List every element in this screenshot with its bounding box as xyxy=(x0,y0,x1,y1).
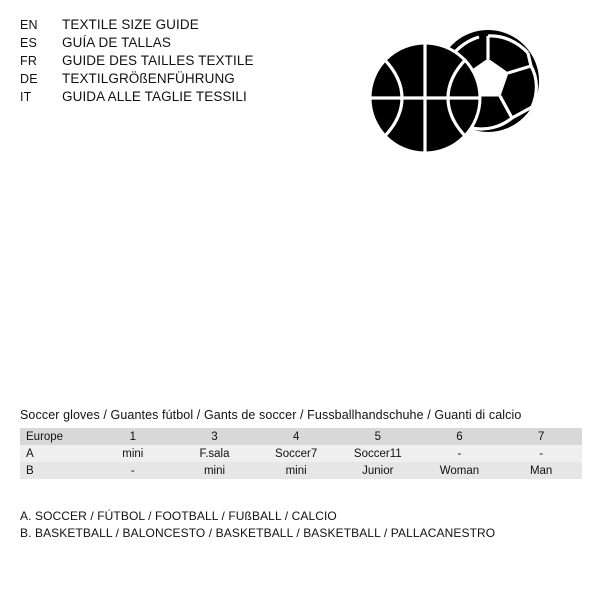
language-code: DE xyxy=(20,72,38,86)
language-row xyxy=(20,88,350,106)
language-code: ES xyxy=(20,36,38,50)
language-title: TEXTILE SIZE GUIDE xyxy=(62,17,199,32)
footnote-b: B. BASKETBALL / BALONCESTO / BASKETBALL / BASKETBALL / PALLACANESTRO xyxy=(20,526,496,540)
table-cell: Soccer7 xyxy=(275,447,318,460)
table-cell: Junior xyxy=(362,464,394,477)
language-title: GUIDA ALLE TAGLIE TESSILI xyxy=(62,89,247,104)
table-header-cell: 3 xyxy=(211,430,218,443)
table-cell: Man xyxy=(529,464,553,477)
basketball-icon xyxy=(370,43,480,153)
language-code: FR xyxy=(20,54,38,68)
table-caption: Soccer gloves / Guantes fútbol / Gants de soccer / Fussballhandschuhe / Guanti di calcio xyxy=(20,408,522,422)
table-row-label: B xyxy=(26,464,34,477)
language-title: TEXTILGRÖßENFÜHRUNG xyxy=(62,71,235,86)
table-row xyxy=(20,462,582,479)
table-cell: mini xyxy=(203,464,226,477)
table-cell: - xyxy=(539,447,544,460)
size-table-block xyxy=(20,408,582,479)
language-code: EN xyxy=(20,18,38,32)
table-header-row xyxy=(20,428,582,445)
table-header-cell: 4 xyxy=(292,430,300,443)
table-cell: - xyxy=(130,464,135,477)
size-table xyxy=(20,428,582,479)
table-header-cell: 5 xyxy=(374,430,381,443)
table-header-cell: Europe xyxy=(26,430,64,443)
language-row xyxy=(20,70,350,88)
table-cell: mini xyxy=(285,464,307,477)
language-code: IT xyxy=(20,90,32,104)
language-legend xyxy=(20,16,350,106)
table-cell: mini xyxy=(122,447,144,460)
language-title: GUIDE DES TAILLES TEXTILE xyxy=(62,53,254,68)
table-cell: F.sala xyxy=(199,447,230,460)
table-row-label: A xyxy=(26,447,34,460)
table-cell: Woman xyxy=(439,464,480,477)
language-row xyxy=(20,16,350,34)
table-cell: - xyxy=(457,447,462,460)
table-header-cell: 1 xyxy=(129,430,137,443)
language-title: GUÍA DE TALLAS xyxy=(62,35,171,50)
table-header-cell: 6 xyxy=(456,430,463,443)
table-row xyxy=(20,445,582,462)
balls-illustration xyxy=(360,26,560,166)
table-header-cell: 7 xyxy=(537,430,545,443)
language-row xyxy=(20,34,350,52)
table-cell: Soccer11 xyxy=(353,447,402,460)
footnote-a: A. SOCCER / FÚTBOL / FOOTBALL / FUßBALL / CALCIO xyxy=(20,509,337,523)
footnotes xyxy=(20,508,580,542)
language-row xyxy=(20,52,350,70)
